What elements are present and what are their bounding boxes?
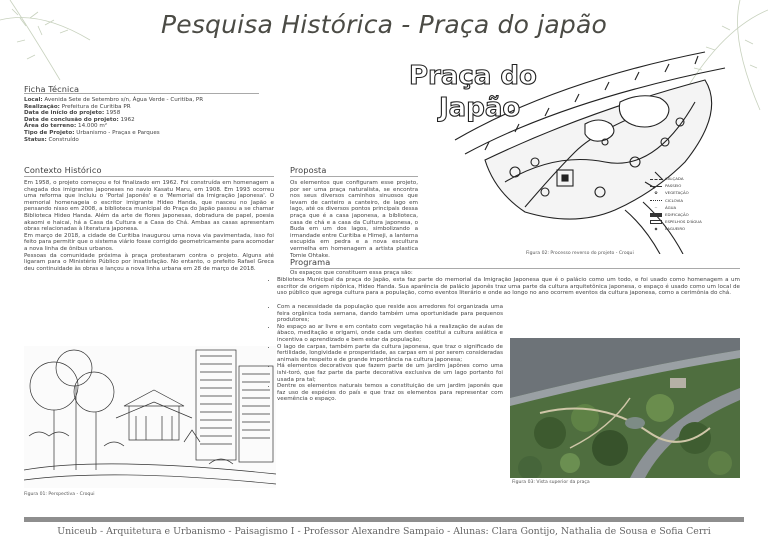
divider xyxy=(24,176,274,177)
legend-item: EDIFICAÇÃO xyxy=(650,211,740,218)
programa-intro: Os espaços que constituem essa praça são: xyxy=(290,270,413,276)
divider xyxy=(290,268,740,269)
perspective-sketch-drawing-icon xyxy=(24,346,276,488)
ficha-tecnica xyxy=(24,97,254,143)
legend-item: PASSEIO xyxy=(650,182,740,189)
list-item: • Dentre os elementos naturais temos a constituição de um jardim japonês que faz uso de espécies do país e que traz os elementos para representar com veemência o espaço. xyxy=(277,383,503,403)
figure-1-caption: Figura 01: Perspectiva - Croqui xyxy=(24,492,95,497)
contexto-text xyxy=(24,180,274,272)
figure-3-caption: Figura 03: Vista superior da praça xyxy=(512,480,590,485)
map-legend xyxy=(650,175,740,233)
programa-list-top xyxy=(268,277,740,297)
ficha-line: Tipo de Projeto: Urbanismo - Praças e Parques xyxy=(24,129,160,136)
footer-bar xyxy=(24,517,744,522)
list-item: • No espaço ao ar livre e em contato com vegetação há a realização de aulas de ábaco, meditação e origami, onde cada um destes costitui a cultura asiática e incentiva o aprendizado e bem estar da população; xyxy=(277,324,503,344)
contexto-heading: Contexto Histórico xyxy=(24,165,102,175)
figure-2-caption: Figura 02: Processo reverso do projeto - Croqui xyxy=(526,251,634,256)
contexto-paragraph: Em março de 2018, a cidade de Curitiba inaugurou uma nova via pavimentada, isso foi feito para permitir que o sistema viário fosse corrigido geometricamente para acomodar a nova linha de ônibus urbanos. xyxy=(24,232,274,252)
ficha-heading: Ficha Técnica xyxy=(24,84,80,94)
ficha-line: Data de conclusão do projeto: 1962 xyxy=(24,116,135,123)
contexto-paragraph: Em 1958, o projeto começou e foi finalizado em 1962. Foi construída em homenagem a chegada dos imigrantes japoneses no navio Kasatu Maru, em 1908. Em 1993 ocorreu uma reforma que incluiu o 'Portal Japonês' e o 'Memorial da Imigração Japonesa'. O memorial homenageia o escritor imigrante Hideo Handa, que nasceu no Japão e pensando nisso em 2008, a biblioteca municipal do Praça do Japão passou a se chamar Biblioteca Hideo Handa. Além da arte de flores japonesas, dobradura de papel, poesia akaomi e haicai, há a Casa da Cultura e a Casa do Chá. Ambas as casas apresentam obras relacionadas à literatura japonesa. xyxy=(24,180,274,233)
map-title-line1: Praça do xyxy=(409,61,537,91)
proposta-heading: Proposta xyxy=(290,165,327,175)
ficha-line: Realização: Prefeitura de Curitiba PR xyxy=(24,103,131,110)
divider xyxy=(290,176,418,177)
ficha-line: Status: Construído xyxy=(24,136,79,143)
ficha-line: Data de início do projeto: 1958 xyxy=(24,110,121,117)
ficha-line: Área do terreno: 14.000 m² xyxy=(24,123,108,130)
map-title-line2: Japão xyxy=(439,93,521,123)
list-item: • Há elementos decorativos que fazem parte de um jardim japônes como uma ishi-toró, que faz parte da parte decorativa exclusiva de um lago portanto foi usada pra tal; xyxy=(277,363,503,383)
contexto-paragraph: Pessoas da comunidade próxima à praça protestaram contra o projeto. Alguns até ligaram para o Ministério Público por insatisfação. No entanto, o prefeito Rafael Greca deu continuidade às obras e lançou a nova linha urbana em 28 de março de 2018. xyxy=(24,252,274,272)
footer-credits: Uniceub - Arquitetura e Urbanismo - Paisagismo I - Professor Alexandre Sampaio - Alunas: Clara Gontijo, Nathalia de Sousa e Sofia Cerri xyxy=(57,526,711,537)
aerial-photo xyxy=(510,338,740,478)
legend-item: ESPELHOS D'ÁGUA xyxy=(650,218,740,225)
page-title: Pesquisa Histórica - Praça do japão xyxy=(160,10,608,39)
perspective-sketch xyxy=(24,346,276,488)
legend-item: ~ ÁGUA xyxy=(654,204,677,210)
legend-item: CALÇADA xyxy=(650,175,740,182)
legend-item: CICLOVIA xyxy=(650,197,740,204)
proposta-text: Os elementos que configuram esse projeto, por ser uma praça naturalista, se encontra nos seus diversos caminhos sinuosos que levam de canteiro a canteiro, de lago em lago, até os diversos pontos principais dessa praça que é a casa japonesa, a biblioteca, casa de chá e a casa da Cultura japonesa, o Buda em um dos lagos, simbolizando a irmandade entre Curitiba e Himeji, a lanterna escupida em pedra e a nova escultura vermelha em homenagem a artista plastica Tomie Ohtake. xyxy=(290,180,418,259)
aerial-photo-image-icon xyxy=(510,338,740,478)
ficha-line: Local: Avenida Sete de Setembro s/n, Água Verde - Curitiba, PR xyxy=(24,97,204,103)
list-item: • Com a necessidade da população que reside aos arredores foi organizada uma feira orgânica toda semana, dando também uma oportunidade para pequenos produtores; xyxy=(277,304,503,324)
legend-item: ◆ LAGUEIRO xyxy=(654,226,686,232)
programa-heading: Programa xyxy=(290,257,331,267)
legend-item: ✿ VEGETAÇÃO xyxy=(654,190,689,196)
list-item: • O lago de carpas, também parte da cultura japonesa, que traz o significado de fertilidade, longividade e prosperidade, as carpas em si por serem consideradas animais de respeito e de grande importância na cultura japonesa; xyxy=(277,344,503,364)
list-item: • Biblioteca Municipal da praça do Japão, esta faz parte do memorial da Imigração Japonesa que é o palácio como um todo, e foi usado como homenagem a um escritor de origem nipônica, Hideo Handa. Sua aparência de palácio japonês traz uma parte da cultura arquitetônica japonesa, o espaço é usado como um local de uso público que agrega cultura para a população, como eventos literário e onde ao longo no ano ocorrem eventos da cultura japonesa, como a cerimônia do chá. xyxy=(277,277,740,297)
programa-list xyxy=(268,304,503,403)
